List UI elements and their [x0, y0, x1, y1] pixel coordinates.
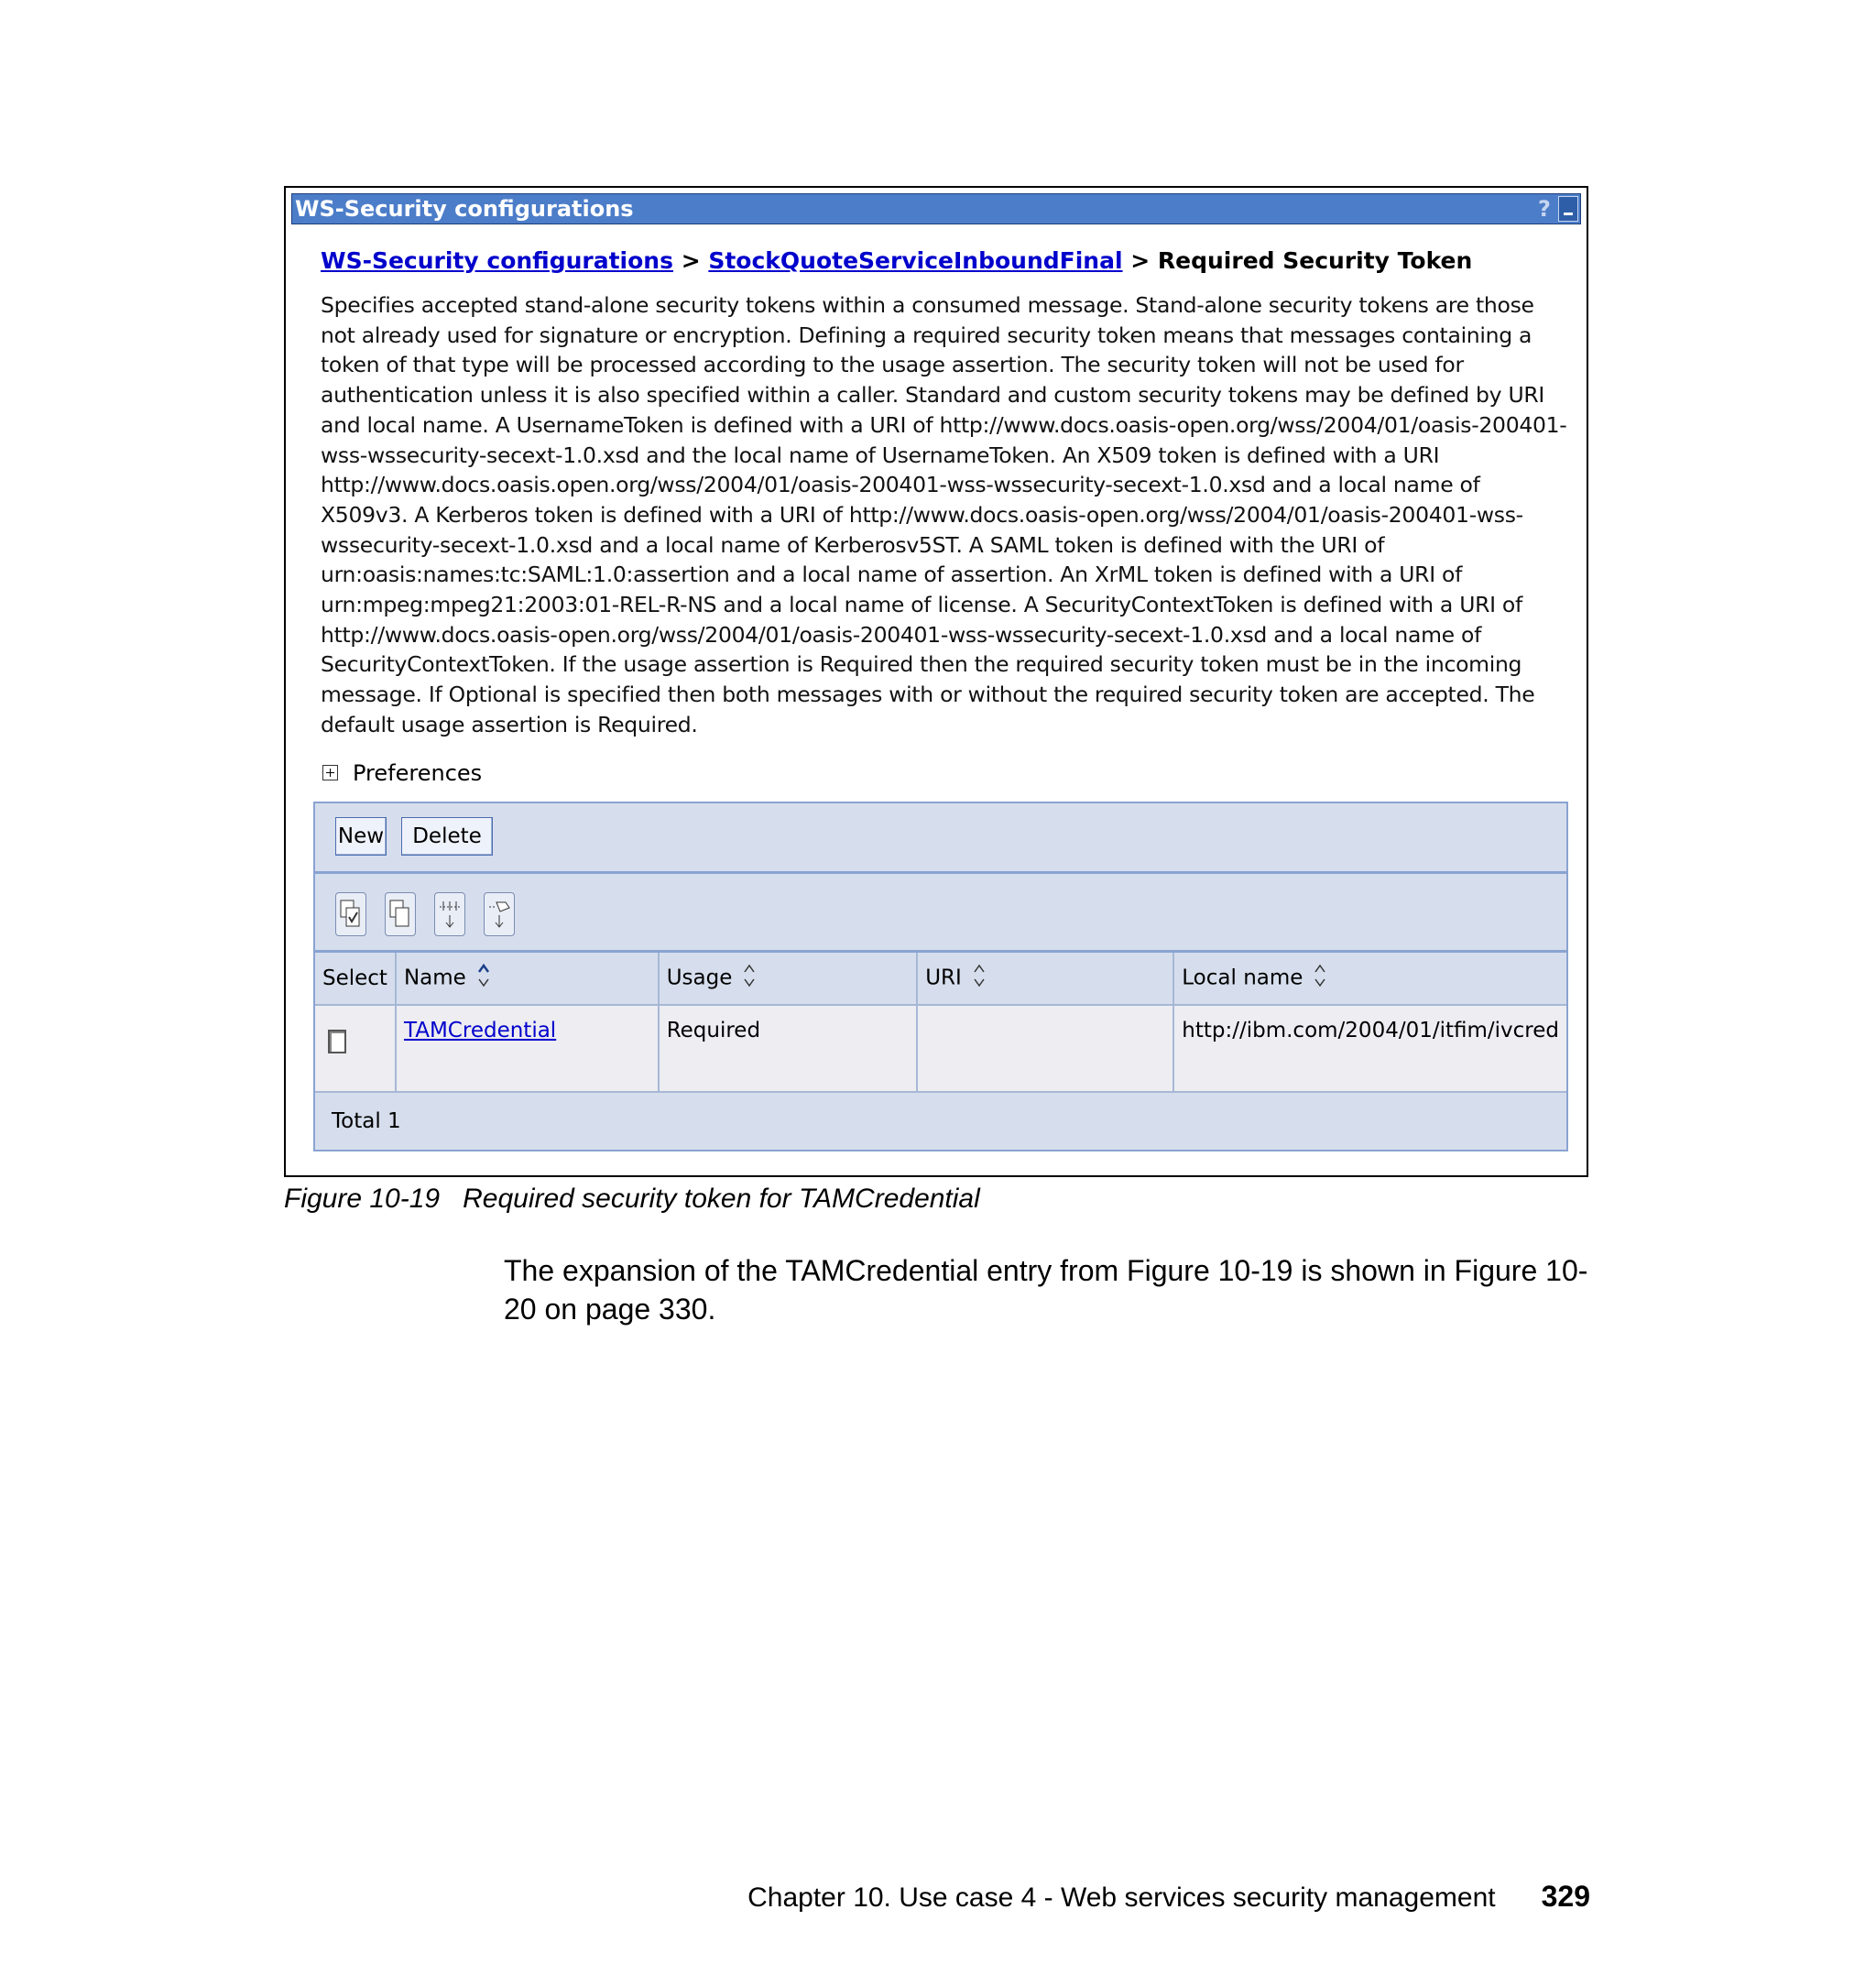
row-select-checkbox[interactable]: [328, 1030, 346, 1053]
footer-chapter: Chapter 10. Use case 4 - Web services security management: [747, 1882, 1496, 1913]
help-icon[interactable]: ?: [1538, 196, 1551, 222]
name-cell: [396, 1005, 659, 1098]
token-name-link[interactable]: TAMCredential: [403, 1019, 557, 1042]
uri-cell: [917, 1005, 1173, 1098]
column-label: Select: [322, 966, 387, 990]
deselect-all-icon[interactable]: [385, 892, 416, 936]
breadcrumb-separator: >: [1122, 247, 1158, 274]
sort-ascending-icon[interactable]: [477, 962, 490, 995]
column-label: Usage: [666, 966, 733, 990]
window-titlebar: [291, 193, 1581, 224]
page-description: Specifies accepted stand-alone security tokens within a consumed message. Stand-alone security tokens are those not already used for signature or encryption. Defining a required security token means that messages containing a token of that type will be processed according to the usage assertion. The security token will not be used for authentication unless it is also specified within a caller. Standard and custom security tokens may be defined by URI and local name. A UsernameToken is defined with a URI of http://www.docs.oasis-open.org/wss/2004/01/oasis-200401-wss-wssecurity-secext-1.0.xsd and the local name of UsernameToken. An X509 token is defined with a URI http://www.docs.oasis.open.org/wss/2004/01/oasis-200401-wss-wssecurity-secext-1.0.xsd and a local name of X509v3. A Kerberos token is defined with a URI of http://www.docs.oasis-open.org/wss/2004/01/oasis-200401-wss-wssecurity-secext-1.0.xsd and a local name of Kerberosv5ST. A SAML token is defined with the URI of urn:oasis:names:tc:SAML:1.0:assertion and a local name of assertion. An XrML token is defined with a URI of urn:mpeg:mpeg21:2003:01-REL-R-NS and a local name of license. A SecurityContextToken is defined with a URI of http://www.docs.oasis-open.org/wss/2004/01/oasis-200401-wss-wssecurity-secext-1.0.xsd and a local name of SecurityContextToken. If the usage assertion is Required then the required security token must be in the incoming message. If Optional is specified then both messages with or without the required security token are accepted. The default usage assertion is Required.: [321, 292, 1567, 737]
body-paragraph: The expansion of the TAMCredential entry from Figure 10-19 is shown in Figure 10-20 on page 330.: [504, 1254, 1588, 1326]
column-label: Local name: [1182, 966, 1303, 990]
breadcrumb-link-service[interactable]: StockQuoteServiceInboundFinal: [708, 247, 1123, 274]
column-header-usage[interactable]: [659, 953, 918, 1005]
icon-toolbar: [315, 874, 1566, 953]
column-header-select: [315, 953, 396, 1005]
page-footer: [747, 1880, 1590, 1914]
breadcrumb-link-ws-security[interactable]: WS-Security configurations: [321, 247, 673, 274]
button-bar: [315, 803, 1566, 874]
breadcrumb-current: Required Security Token: [1157, 247, 1473, 274]
column-label: Name: [403, 966, 466, 990]
table-total: Total 1: [315, 1091, 1566, 1150]
expand-plus-icon[interactable]: [322, 765, 338, 780]
window-title: WS-Security configurations: [295, 196, 634, 222]
preferences-toggle[interactable]: [321, 758, 1566, 788]
sort-icon[interactable]: [743, 962, 756, 995]
security-token-table: [315, 953, 1566, 1099]
collection-panel: [313, 802, 1568, 1151]
usage-cell: Required: [659, 1005, 918, 1098]
page-content: [321, 243, 1566, 788]
minimize-icon[interactable]: [1558, 196, 1578, 222]
page-number: 329: [1541, 1880, 1590, 1913]
sort-icon[interactable]: [973, 962, 986, 995]
figure-caption: Figure 10-19 Required security token for TAMCredential: [284, 1184, 980, 1214]
select-cell: [315, 1005, 396, 1098]
breadcrumb-separator: >: [672, 247, 709, 274]
local-name-cell: http://ibm.com/2004/01/itfim/ivcred: [1173, 1005, 1566, 1098]
delete-button[interactable]: Delete: [401, 817, 493, 856]
breadcrumb: [321, 243, 1566, 279]
clear-filter-icon[interactable]: [484, 892, 515, 936]
column-header-uri[interactable]: [917, 953, 1173, 1005]
column-header-local-name[interactable]: [1173, 953, 1566, 1005]
show-filter-icon[interactable]: [434, 892, 465, 936]
new-button[interactable]: New: [335, 817, 387, 856]
column-label: URI: [925, 966, 962, 990]
table-row: [315, 1005, 1566, 1098]
select-all-icon[interactable]: [335, 892, 366, 936]
preferences-label: Preferences: [353, 759, 483, 786]
screenshot-frame: [284, 186, 1588, 1177]
table-header-row: [315, 953, 1566, 1005]
sort-icon[interactable]: [1314, 962, 1326, 995]
column-header-name[interactable]: [396, 953, 659, 1005]
